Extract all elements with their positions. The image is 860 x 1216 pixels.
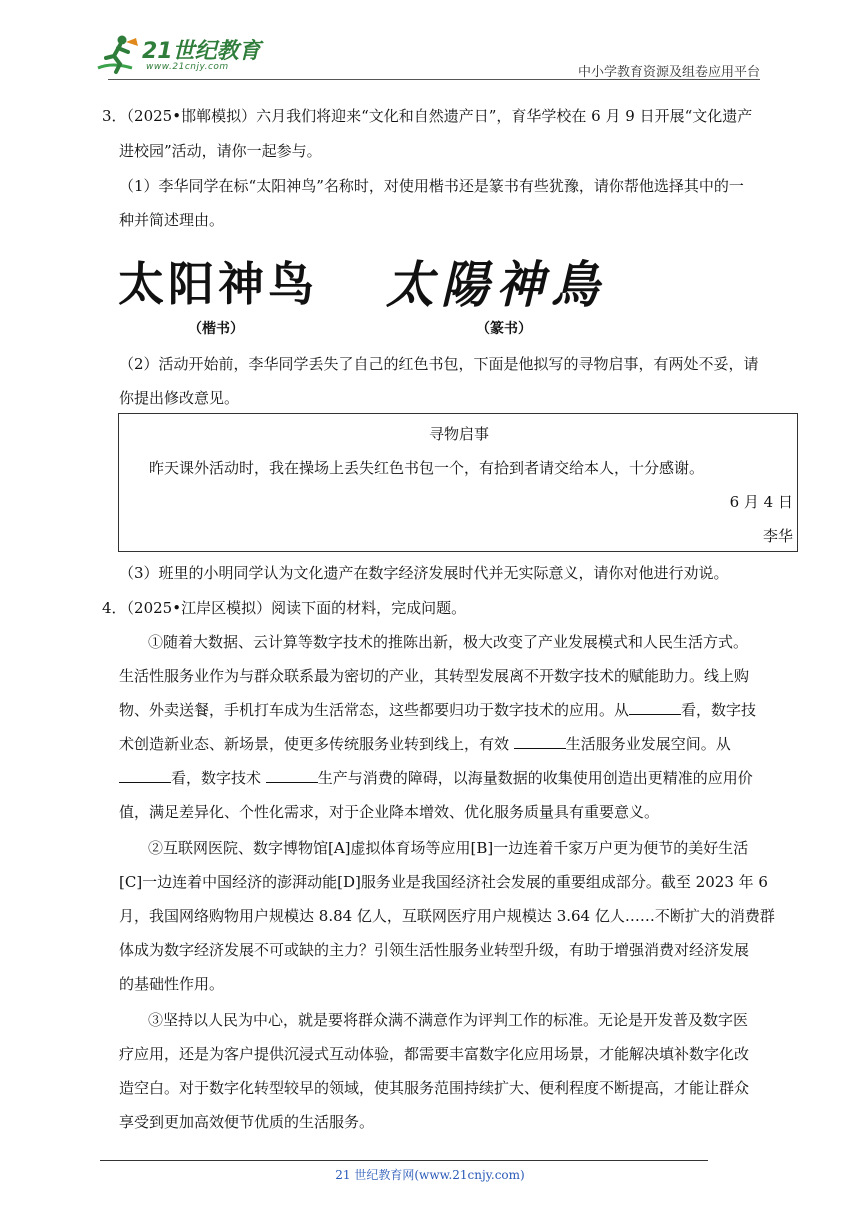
- q4-para2-line: ②互联网医院、数字博物馆[A]虚拟体育场等应用[B]一边连着千家万户更为便节的美好生活: [148, 839, 749, 857]
- notice-title: 寻物启事: [429, 425, 490, 443]
- q4-para3-line: 造空白。对于数字化转型较早的领域，使其服务范围持续扩大、便利程度不断提高，才能让群众: [119, 1079, 750, 1097]
- notice-signer: 李华: [762, 527, 793, 545]
- q4-text: 术创造新业态、新场景，使更多传统服务业转到线上，有效: [119, 735, 514, 753]
- header-divider: [108, 79, 760, 80]
- q4-text: 生产与消费的障碍，以海量数据的收集使用创造出更精准的应用价: [317, 769, 753, 787]
- q4-text: 生活服务业发展空间。从: [565, 735, 731, 753]
- site-logo[interactable]: [92, 34, 262, 78]
- q4-text: 看，数字技术: [171, 769, 266, 787]
- q3-part2-line2: 你提出修改意见。: [119, 389, 240, 407]
- q4-para2-line: [C]一边连着中国经济的澎湃动能[D]服务业是我国经济社会发展的重要组成部分。截至 2023 年 6: [119, 873, 768, 891]
- fill-blank[interactable]: [514, 734, 566, 749]
- calligraphy-zhuanshu: 太陽神鳥: [386, 255, 607, 314]
- notice-body: 昨天课外活动时，我在操场上丢失红色书包一个，有拾到者请交给本人，十分感谢。: [149, 459, 705, 477]
- fill-blank[interactable]: [119, 768, 171, 783]
- logo-url: www.21cnjy.com: [146, 62, 229, 72]
- footer-link[interactable]: 21 世纪教育网(www.21cnjy.com): [335, 1168, 525, 1182]
- q3-part1-line2: 种并简述理由。: [119, 211, 225, 229]
- fill-blank[interactable]: [266, 768, 318, 783]
- q4-para1-line: ①随着大数据、云计算等数字技术的推陈出新，极大改变了产业发展模式和人民生活方式。: [148, 633, 749, 651]
- q3-stem-line2: 进校园”活动，请你一起参与。: [119, 142, 322, 160]
- q4-para2-line: 月，我国网络购物用户规模达 8.84 亿人，互联网医疗用户规模达 3.64 亿人……不断扩大的消费群: [119, 907, 775, 925]
- q4-stem: 4．（2025•江岸区模拟）阅读下面的材料，完成问题。: [102, 599, 467, 617]
- q3-stem-line1: 3．（2025•邯郸模拟）六月我们将迎来“文化和自然遗产日”，育华学校在 6 月 9 日开展“文化遗产: [102, 107, 753, 125]
- logo-text: 21世纪教育: [142, 39, 261, 64]
- caption-kaishu: （楷书）: [188, 321, 244, 337]
- q3-part3: （3）班里的小明同学认为文化遗产在数字经济发展时代并无实际意义，请你对他进行劝说。: [119, 564, 729, 582]
- q3-part1-line1: （1）李华同学在标“太阳神鸟”名称时，对使用楷书还是篆书有些犹豫，请你帮他选择其中的一: [119, 177, 744, 195]
- q3-part2-line1: （2）活动开始前，李华同学丢失了自己的红色书包，下面是他拟写的寻物启事，有两处不妥，请: [119, 355, 759, 373]
- fill-blank[interactable]: [629, 700, 681, 715]
- calligraphy-kaishu: 太阳神鸟: [118, 257, 318, 311]
- q4-text: 看，数字技: [681, 701, 757, 719]
- q4-para1-line: 生活性服务业作为与群众联系最为密切的产业，其转型发展离不开数字技术的赋能助力。线上购: [119, 667, 750, 685]
- q4-para1-line: 值，满足差异化、个性化需求，对于企业降本增效、优化服务质量具有重要意义。: [119, 803, 660, 821]
- q4-para1-line: [119, 734, 731, 754]
- q4-text: 物、外卖送餐，手机打车成为生活常态，这些都要归功于数字技术的应用。从: [119, 701, 630, 719]
- runner-logo-icon: [92, 34, 144, 78]
- page-header: [0, 0, 860, 80]
- platform-name: 中小学教育资源及组卷应用平台: [577, 65, 760, 80]
- footer-divider: [100, 1160, 708, 1161]
- notice-date: 6 月 4 日: [729, 493, 793, 511]
- q4-para3-line: 享受到更加高效便节优质的生活服务。: [119, 1113, 375, 1131]
- q4-para3-line: 疗应用，还是为客户提供沉浸式互动体验，都需要丰富数字化应用场景，才能解决填补数字化改: [119, 1045, 750, 1063]
- q4-para3-line: ③坚持以人民为中心，就是要将群众满不满意作为评判工作的标准。无论是开发普及数字医: [148, 1011, 749, 1029]
- q4-para1-line: [119, 700, 756, 720]
- q4-para1-line: [119, 768, 753, 788]
- q4-para2-line: 体成为数字经济发展不可或缺的主力？引领生活性服务业转型升级，有助于增强消费对经济发展: [119, 941, 750, 959]
- caption-zhuanshu: （篆书）: [476, 321, 532, 337]
- q4-para2-line: 的基础性作用。: [119, 975, 225, 993]
- lost-notice-box: [118, 413, 798, 552]
